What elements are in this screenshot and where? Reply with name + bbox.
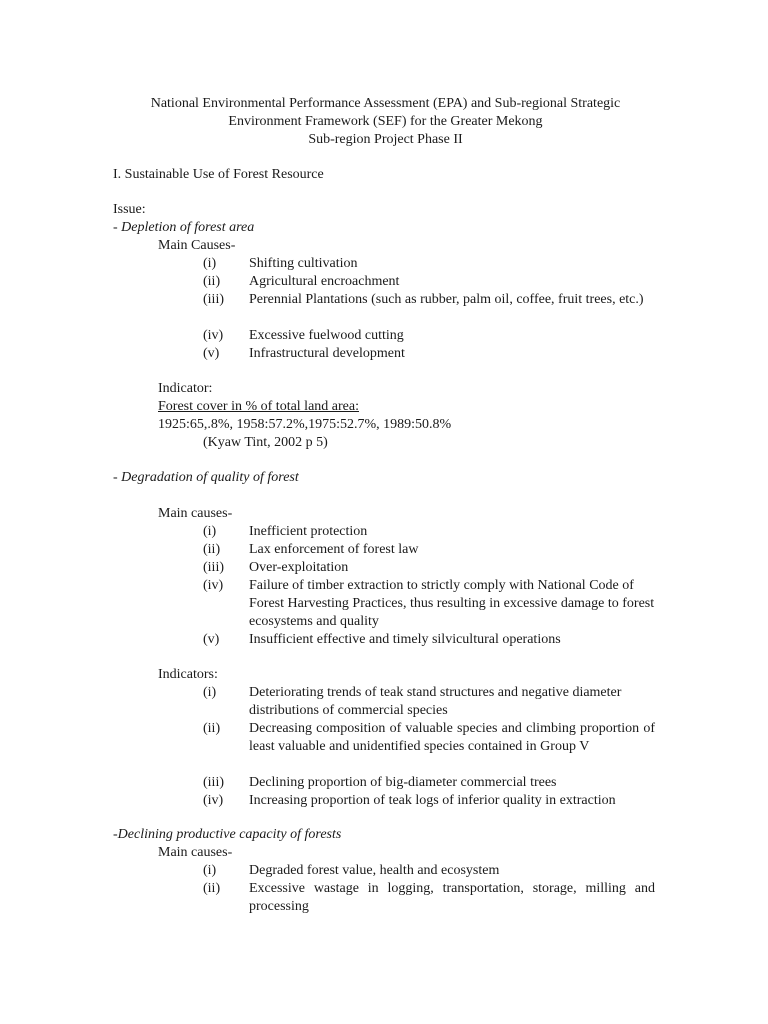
list-item: Perennial Plantations (such as rubber, palm oil, coffee, fruit trees, etc.) [249, 292, 644, 307]
list-item: Infrastructural development [249, 346, 405, 361]
list-item: Degraded forest value, health and ecosystem [249, 863, 500, 878]
indicator-underlined-heading: Forest cover in % of total land area: [158, 399, 359, 414]
issue-label: Issue: [113, 202, 146, 217]
list-item: Over-exploitation [249, 560, 349, 575]
list-number: (ii) [203, 721, 221, 736]
list-number: (i) [203, 256, 217, 271]
list-number: (ii) [203, 274, 221, 289]
main-causes-label: Main Causes- [158, 238, 236, 253]
list-item: Inefficient protection [249, 524, 368, 539]
list-item: Excessive wastage in logging, transportation, storage, milling and processing [249, 881, 655, 914]
list-number: (iv) [203, 328, 224, 343]
citation: (Kyaw Tint, 2002 p 5) [203, 435, 328, 450]
list-item: Insufficient effective and timely silvicultural operations [249, 632, 561, 647]
indicators-label: Indicators: [158, 667, 218, 682]
main-causes-label: Main causes- [158, 845, 233, 860]
list-item: Shifting cultivation [249, 256, 358, 271]
list-number: (iv) [203, 578, 224, 593]
list-number: (v) [203, 346, 220, 361]
list-number: (iii) [203, 775, 224, 790]
indicator-values: 1925:65,.8%, 1958:57.2%,1975:52.7%, 1989:50.8% [158, 417, 452, 432]
list-item: Agricultural encroachment [249, 274, 400, 289]
list-item: Excessive fuelwood cutting [249, 328, 404, 343]
list-number: (ii) [203, 881, 221, 896]
indicator-label: Indicator: [158, 381, 213, 396]
section-heading: I. Sustainable Use of Forest Resource [113, 167, 324, 182]
document-title-line-3: Sub-region Project Phase II [308, 132, 463, 147]
list-number: (iv) [203, 793, 224, 808]
issue-heading-productive-capacity: -Declining productive capacity of forests [113, 827, 342, 842]
list-item: Increasing proportion of teak logs of inferior quality in extraction [249, 793, 616, 808]
list-number: (iii) [203, 560, 224, 575]
list-number: (i) [203, 685, 217, 700]
list-number: (ii) [203, 542, 221, 557]
list-number: (i) [203, 863, 217, 878]
list-item: Deteriorating trends of teak stand structures and negative diameter distributions of commercial species [249, 685, 622, 718]
document-title-line-2: Environment Framework (SEF) for the Greater Mekong [228, 114, 543, 129]
issue-heading-depletion: - Depletion of forest area [113, 220, 255, 235]
list-item: Failure of timber extraction to strictly comply with National Code of Forest Harvesting Practices, thus resulting in excessive damage to forest ecosystems and quality [249, 578, 655, 629]
list-item: Declining proportion of big-diameter commercial trees [249, 775, 557, 790]
main-causes-label: Main causes- [158, 506, 233, 521]
list-item: Decreasing composition of valuable species and climbing proportion of least valuable and unidentified species contained in Group V [249, 721, 655, 754]
document-title-line-1: National Environmental Performance Assessment (EPA) and Sub-regional Strategic [150, 96, 621, 111]
list-number: (iii) [203, 292, 224, 307]
list-number: (i) [203, 524, 217, 539]
list-number: (v) [203, 632, 220, 647]
list-item: Lax enforcement of forest law [249, 542, 419, 557]
issue-heading-degradation: - Degradation of quality of forest [113, 470, 299, 485]
